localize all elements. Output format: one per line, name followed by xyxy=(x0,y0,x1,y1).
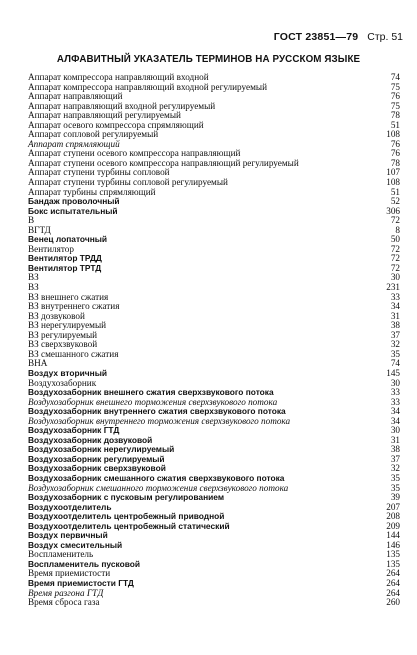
index-term: ВНА xyxy=(28,358,48,369)
index-page-ref: 76 xyxy=(390,148,400,159)
index-term: Аппарат ступени осевого компрессора направляющий регулируемый xyxy=(28,157,299,168)
index-page-ref: 78 xyxy=(390,110,400,121)
index-entry xyxy=(28,264,400,274)
index-term: ВЗ сверхзвуковой xyxy=(28,339,98,350)
index-page-ref: 209 xyxy=(386,520,400,531)
index-entry xyxy=(28,350,400,360)
index-page-ref: 30 xyxy=(390,272,400,283)
index-term: Аппарат ступени турбины сопловой xyxy=(28,167,170,178)
index-page-ref: 72 xyxy=(390,253,400,264)
index-term: Воздухозаборник регулируемый xyxy=(28,453,165,464)
index-page-ref: 145 xyxy=(386,367,400,378)
index-page-ref: 33 xyxy=(390,387,400,398)
index-page-ref: 264 xyxy=(386,568,400,579)
index-page-ref: 38 xyxy=(390,320,400,331)
index-term: Воздух вторичный xyxy=(28,367,108,378)
index-term: Бокс испытательный xyxy=(28,205,118,216)
index-page-ref: 208 xyxy=(386,511,400,522)
index-page-ref: 33 xyxy=(390,396,400,407)
index-entry xyxy=(28,216,400,226)
index-term: Время разгона ГТД xyxy=(28,587,104,598)
index-term: Воздухозаборник xyxy=(28,377,97,388)
index-term: Время приемистости ГТД xyxy=(28,577,134,588)
index-page-ref: 75 xyxy=(390,100,400,111)
index-page-ref: 108 xyxy=(386,129,400,140)
index-page-ref: 72 xyxy=(390,262,400,273)
index-title: АЛФАВИТНЫЙ УКАЗАТЕЛЬ ТЕРМИНОВ НА РУССКОМ ЯЗЫКЕ xyxy=(56,54,361,65)
index-page-ref: 144 xyxy=(386,530,400,541)
index-page-ref: 50 xyxy=(390,234,400,245)
index-term: ВЗ нерегулируемый xyxy=(28,320,107,331)
index-term: Воспламенитель xyxy=(28,549,94,560)
index-term: Аппарат ступени осевого компрессора направляющий xyxy=(28,148,241,159)
index-term: Воздухоотделитель центробежный приводной xyxy=(28,511,225,522)
index-term: Аппарат направляющий регулируемый xyxy=(28,110,181,121)
index-page-ref: 135 xyxy=(386,558,400,569)
index-page-ref: 231 xyxy=(386,282,400,293)
index-term: Аппарат компрессора направляющий входной регулируемый xyxy=(28,81,267,92)
index-term: ВГТД xyxy=(28,224,51,235)
index-page-ref: 76 xyxy=(390,138,400,149)
index-term: ВЗ смешанного сжатия xyxy=(28,348,119,359)
index-page-ref: 35 xyxy=(390,348,400,359)
index-term: Вентилятор ТРДД xyxy=(28,253,102,264)
index-term: Время приемистости xyxy=(28,568,111,579)
index-term: Воспламенитель пусковой xyxy=(28,558,141,569)
index-term: Бандаж проволочный xyxy=(28,196,120,207)
index-entry xyxy=(28,207,400,217)
index-term: Вентилятор xyxy=(28,243,74,254)
index-term: В xyxy=(28,215,35,226)
index-term: ВЗ xyxy=(28,272,39,283)
index-page-ref: 30 xyxy=(390,425,400,436)
index-page-ref: 75 xyxy=(390,81,400,92)
index-term: Аппарат спрямляющий xyxy=(28,138,120,149)
index-term: Воздух первичный xyxy=(28,530,108,541)
index-page-ref: 264 xyxy=(386,577,400,588)
index-page-ref: 51 xyxy=(390,186,400,197)
index-page-ref: 260 xyxy=(386,597,400,608)
index-page-ref: 39 xyxy=(390,492,400,503)
index-page-ref: 264 xyxy=(386,587,400,598)
index-page-ref: 135 xyxy=(386,549,400,560)
index-page-ref: 30 xyxy=(390,377,400,388)
index-page-ref: 37 xyxy=(390,453,400,464)
index-page-ref: 31 xyxy=(390,310,400,321)
index-page-ref: 35 xyxy=(390,472,400,483)
index-term: Вентилятор ТРТД xyxy=(28,262,102,273)
index-term: Воздухозаборник внутреннего торможения сверхзвукового потока xyxy=(28,415,291,426)
index-term: Воздухозаборник сверхзвуковой xyxy=(28,463,166,474)
index-page-ref: 207 xyxy=(386,501,400,512)
index-page-ref: 35 xyxy=(390,482,400,493)
index-page-ref: 37 xyxy=(390,329,400,340)
index-page-ref: 31 xyxy=(390,434,400,445)
index-term: Аппарат ступени турбины сопловой регулируемый xyxy=(28,177,228,188)
index-page-ref: 34 xyxy=(390,406,400,417)
index-page-ref: 74 xyxy=(390,358,400,369)
index-page-ref: 32 xyxy=(390,339,400,350)
index-page-ref: 78 xyxy=(390,157,400,168)
page-number: Стр. 51 xyxy=(367,31,403,43)
index-page-ref: 51 xyxy=(390,119,400,130)
index-term: Аппарат сопловой регулируемый xyxy=(28,129,159,140)
index-page-ref: 76 xyxy=(390,91,400,102)
index-term: Воздухозаборник дозвуковой xyxy=(28,434,153,445)
index-page-ref: 74 xyxy=(390,72,400,82)
index-term: Воздухозаборник нерегулируемый xyxy=(28,444,175,455)
index-term: Воздух смесительный xyxy=(28,539,123,550)
index-term: Воздухоотделитель xyxy=(28,501,112,512)
index-term: Аппарат осевого компрессора спрямляющий xyxy=(28,119,204,130)
index-page-ref: 108 xyxy=(386,177,400,188)
index-page-ref: 306 xyxy=(386,205,400,216)
page-header xyxy=(10,31,403,43)
index-page-ref: 34 xyxy=(390,301,400,312)
index-term: ВЗ внутреннего сжатия xyxy=(28,301,120,312)
index-term: Воздухозаборник внутреннего сжатия сверхзвукового потока xyxy=(28,406,286,417)
index-term: ВЗ внешнего сжатия xyxy=(28,291,109,302)
index-term: Аппарат турбины спрямляющий xyxy=(28,186,156,197)
standard-number: ГОСТ 23851—79 xyxy=(273,31,359,43)
index-page-ref: 146 xyxy=(386,539,400,550)
index-page-ref: 32 xyxy=(390,463,400,474)
index-term: Время сброса газа xyxy=(28,597,100,608)
index-term: ВЗ регулируемый xyxy=(28,329,98,340)
index-term: Воздухозаборник внешнего сжатия сверхзвукового потока xyxy=(28,387,274,398)
index-term: Воздухозаборник смешанного сжатия сверхзвукового потока xyxy=(28,472,285,483)
index-page-ref: 72 xyxy=(390,243,400,254)
index-term: ВЗ дозвуковой xyxy=(28,310,85,321)
index-page-ref: 8 xyxy=(395,224,400,235)
index-page-ref: 52 xyxy=(390,196,400,207)
index-term: Воздухозаборник с пусковым регулированием xyxy=(28,492,225,503)
index-page-ref: 72 xyxy=(390,215,400,226)
index-term: Воздухозаборник смешанного торможения сверхзвукового потока xyxy=(28,482,289,493)
index-term: Аппарат направляющий xyxy=(28,91,123,102)
index-page-ref: 34 xyxy=(390,415,400,426)
index-term: Воздухозаборник ГТД xyxy=(28,425,120,436)
index-entry xyxy=(28,598,400,608)
index-page-ref: 38 xyxy=(390,444,400,455)
index-term: Венец лопаточный xyxy=(28,234,108,245)
index-term: Аппарат компрессора направляющий входной xyxy=(28,72,209,82)
index-term: ВЗ xyxy=(28,282,39,293)
index-page-ref: 33 xyxy=(390,291,400,302)
index-entry xyxy=(28,273,400,283)
index-term: Воздухозаборник внешнего торможения сверхзвукового потока xyxy=(28,396,278,407)
index-entry xyxy=(28,235,400,245)
index-page-ref: 107 xyxy=(386,167,400,178)
term-index xyxy=(28,73,400,608)
index-term: Аппарат направляющий входной регулируемый xyxy=(28,100,216,111)
index-term: Воздухоотделитель центробежный статический xyxy=(28,520,230,531)
